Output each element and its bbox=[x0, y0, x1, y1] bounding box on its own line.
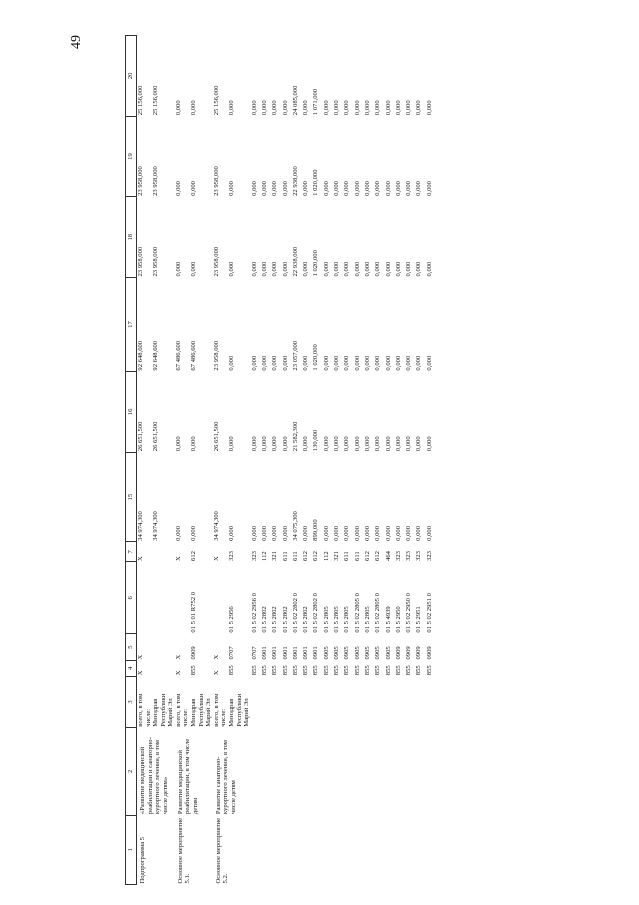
table-row bbox=[137, 36, 153, 885]
value-cell: 0,000 bbox=[343, 355, 351, 371]
value-cell: 855 bbox=[343, 665, 351, 676]
value-cell: 0909 bbox=[190, 646, 198, 660]
value-cell: 01 5 02 2805 0 bbox=[374, 593, 382, 633]
value-cell: 0,000 bbox=[405, 436, 413, 452]
value-cell: 0,000 bbox=[190, 100, 198, 116]
executor-cell bbox=[385, 676, 395, 728]
value-cell: 0905 bbox=[353, 646, 361, 660]
value-cell: 0,000 bbox=[384, 355, 392, 371]
value-cell: 855 bbox=[394, 665, 402, 676]
value-cell: 0905 bbox=[322, 646, 330, 660]
column-header: 2 bbox=[126, 728, 137, 815]
value-cell: 855 bbox=[312, 665, 320, 676]
value-cell: 0,000 bbox=[227, 100, 235, 116]
value-cell: 0,000 bbox=[394, 525, 402, 541]
program-cell: Основное мероприятие 5.2. bbox=[214, 817, 230, 884]
value-cell: 0,000 bbox=[271, 181, 279, 196]
value-cell: 01 5 2956 bbox=[227, 606, 235, 633]
value-cell: 01 5 2802 bbox=[260, 606, 268, 633]
value-cell: 611 bbox=[343, 551, 351, 561]
value-cell: 24 085,000 bbox=[291, 85, 299, 116]
value-cell: 855 bbox=[250, 665, 258, 676]
value-cell: 855 bbox=[302, 665, 310, 676]
value-cell: 0,000 bbox=[353, 355, 361, 371]
value-cell: 34 974,300 bbox=[152, 511, 160, 541]
executor-cell bbox=[261, 676, 271, 728]
value-cell: 0,000 bbox=[260, 261, 268, 277]
value-cell: 0,000 bbox=[227, 436, 235, 452]
value-cell: 0905 bbox=[333, 646, 341, 660]
value-cell: 0,000 bbox=[363, 525, 371, 541]
value-cell: 92 648,600 bbox=[137, 340, 144, 371]
value-cell: 0,000 bbox=[174, 100, 182, 116]
value-cell: 0,000 bbox=[363, 261, 371, 277]
value-cell: 01 5 4939 bbox=[384, 606, 392, 633]
value-cell: 25 156,000 bbox=[212, 85, 220, 116]
value-cell: 0,000 bbox=[227, 261, 235, 277]
value-cell: 323 bbox=[405, 551, 413, 561]
value-cell: 0,000 bbox=[302, 436, 310, 452]
value-cell bbox=[152, 542, 175, 562]
value-cell: Х bbox=[212, 654, 220, 660]
budget-table-container bbox=[125, 35, 580, 885]
value-cell: 0905 bbox=[384, 646, 392, 660]
value-cell: 0,000 bbox=[374, 436, 382, 452]
column-header: 4 bbox=[126, 661, 137, 677]
value-cell: 92 648,600 bbox=[152, 340, 160, 371]
value-cell: 0,000 bbox=[250, 181, 258, 196]
value-cell: 855 bbox=[415, 665, 423, 676]
column-header: 17 bbox=[126, 278, 137, 372]
value-cell: 0,000 bbox=[174, 261, 182, 277]
program-cell: Подпрограмма 5 bbox=[139, 837, 146, 884]
header-row bbox=[126, 36, 137, 885]
value-cell: 01 5 02 2802 0 bbox=[291, 593, 299, 633]
value-cell: 0,000 bbox=[353, 100, 361, 116]
value-cell: 0909 bbox=[415, 646, 423, 660]
value-cell: 01 5 2805 bbox=[363, 606, 371, 633]
value-cell: 0,000 bbox=[281, 181, 289, 196]
value-cell: 0,000 bbox=[260, 436, 268, 452]
value-cell: 899,000 bbox=[312, 519, 320, 541]
value-cell: 611 bbox=[291, 551, 299, 561]
value-cell: 0,000 bbox=[250, 436, 258, 452]
value-cell: 0,000 bbox=[343, 525, 351, 541]
value-cell: 0,000 bbox=[425, 181, 433, 196]
value-cell: 0,000 bbox=[322, 525, 330, 541]
value-cell: 23 958,000 bbox=[212, 246, 220, 277]
value-cell: 0901 bbox=[271, 646, 279, 660]
value-cell: 26 651,500 bbox=[212, 421, 220, 452]
value-cell: 0,000 bbox=[343, 100, 351, 116]
page-number: 49 bbox=[69, 35, 84, 49]
value-cell bbox=[137, 562, 153, 634]
value-cell: 0,000 bbox=[302, 181, 310, 196]
value-cell: 0707 bbox=[250, 646, 258, 660]
value-cell: 0,000 bbox=[302, 355, 310, 371]
value-cell: 0,000 bbox=[415, 261, 423, 277]
value-cell: 0,000 bbox=[190, 181, 198, 196]
value-cell: 0,000 bbox=[353, 181, 361, 196]
executor-cell bbox=[323, 676, 333, 728]
executor-cell bbox=[282, 676, 292, 728]
value-cell: 0909 bbox=[394, 646, 402, 660]
value-cell: 1 020,000 bbox=[312, 344, 320, 371]
value-cell: 321 bbox=[333, 551, 341, 561]
name-cell: Развитие санаторно-курортного лечения, в том числе детям bbox=[214, 740, 237, 815]
value-cell: 0,000 bbox=[394, 436, 402, 452]
value-cell: 01 5 2805 bbox=[322, 606, 330, 633]
value-cell: 01 5 02 2956 0 bbox=[250, 593, 258, 633]
value-cell: 0,000 bbox=[260, 181, 268, 196]
column-header: 5 bbox=[126, 634, 137, 661]
value-cell: 0,000 bbox=[281, 355, 289, 371]
value-cell: 0901 bbox=[281, 646, 289, 660]
value-cell: 01 5 2805 bbox=[343, 606, 351, 633]
value-cell: 0,000 bbox=[322, 181, 330, 196]
name-cell: «Развитие медицинской реабилитации и санаторно-курортного лечения, в том числе детям» bbox=[139, 737, 169, 815]
value-cell: 0,000 bbox=[353, 436, 361, 452]
value-cell: 0,000 bbox=[333, 181, 341, 196]
value-cell: 0,000 bbox=[260, 525, 268, 541]
value-cell: 0901 bbox=[291, 646, 299, 660]
value-cell: 01 5 02 2802 0 bbox=[312, 593, 320, 633]
executor-cell: всего, в том числе: bbox=[137, 693, 152, 727]
value-cell: 112 bbox=[322, 551, 330, 561]
value-cell: 0,000 bbox=[405, 100, 413, 116]
value-cell: 21 582,300 bbox=[291, 421, 299, 452]
column-header: 7 bbox=[126, 542, 137, 562]
value-cell: 01 5 2950 bbox=[394, 606, 402, 633]
value-cell: 855 bbox=[322, 665, 330, 676]
column-header: 1 bbox=[126, 815, 137, 884]
executor-cell: Минздрав Республики Марий Эл bbox=[227, 693, 251, 727]
value-cell: 855 bbox=[260, 665, 268, 676]
value-cell: 321 bbox=[271, 551, 279, 561]
value-cell: 0,000 bbox=[394, 261, 402, 277]
value-cell: 855 bbox=[227, 665, 235, 676]
value-cell: 0,000 bbox=[415, 181, 423, 196]
value-cell: 0,000 bbox=[250, 261, 258, 277]
value-cell: 611 bbox=[353, 551, 361, 561]
value-cell bbox=[152, 661, 175, 677]
value-cell: 612 bbox=[302, 551, 310, 561]
value-cell: 0,000 bbox=[374, 525, 382, 541]
value-cell: 25 156,000 bbox=[137, 85, 144, 116]
value-cell: 0,000 bbox=[405, 181, 413, 196]
column-header: 18 bbox=[126, 197, 137, 278]
value-cell: 130,000 bbox=[312, 429, 320, 452]
value-cell: 34 974,300 bbox=[137, 511, 144, 541]
program-cell: Основное мероприятие 5.1. bbox=[176, 817, 192, 884]
value-cell: 855 bbox=[291, 665, 299, 676]
value-cell: 0,000 bbox=[333, 355, 341, 371]
value-cell: 0,000 bbox=[227, 355, 235, 371]
value-cell: 0,000 bbox=[302, 525, 310, 541]
value-cell: 0,000 bbox=[174, 525, 182, 541]
value-cell: 1 020,000 bbox=[312, 169, 320, 196]
executor-cell bbox=[292, 676, 302, 728]
budget-table bbox=[125, 35, 436, 885]
name-cell: Развитие медицинской реабилитации, в том числе детям bbox=[176, 738, 200, 815]
table-row bbox=[175, 36, 190, 885]
executor-cell bbox=[374, 676, 384, 728]
value-cell: 0,000 bbox=[271, 436, 279, 452]
value-cell: 112 bbox=[260, 551, 268, 561]
executor-cell: Минздрав Республики Марий Эл bbox=[152, 693, 175, 727]
value-cell: 01 5 02 2805 0 bbox=[353, 593, 361, 633]
value-cell: 0,000 bbox=[374, 100, 382, 116]
value-cell: 26 651,500 bbox=[152, 421, 160, 452]
value-cell: 01 5 2805 bbox=[333, 606, 341, 633]
column-header: 6 bbox=[126, 562, 137, 634]
value-cell: 0901 bbox=[312, 646, 320, 660]
value-cell: 0,000 bbox=[394, 181, 402, 196]
executor-cell bbox=[302, 676, 312, 728]
value-cell: 01 5 2802 bbox=[271, 606, 279, 633]
value-cell: 0,000 bbox=[281, 261, 289, 277]
value-cell: 0,000 bbox=[343, 261, 351, 277]
value-cell: 23 958,000 bbox=[212, 166, 220, 196]
value-cell: 323 bbox=[227, 551, 235, 561]
value-cell: 0,000 bbox=[260, 100, 268, 116]
table-body bbox=[137, 36, 437, 885]
value-cell: 0,000 bbox=[384, 261, 392, 277]
value-cell: 0,000 bbox=[281, 525, 289, 541]
value-cell: Х bbox=[137, 556, 144, 561]
value-cell: 0,000 bbox=[374, 181, 382, 196]
value-cell: 323 bbox=[394, 551, 402, 561]
executor-cell bbox=[415, 676, 425, 728]
value-cell bbox=[152, 562, 175, 634]
value-cell: 0,000 bbox=[281, 100, 289, 116]
value-cell: 1 071,000 bbox=[312, 88, 320, 116]
value-cell: 1 020,000 bbox=[312, 250, 320, 277]
value-cell: 0,000 bbox=[415, 100, 423, 116]
value-cell: 0,000 bbox=[302, 100, 310, 116]
value-cell: 0,000 bbox=[302, 261, 310, 277]
executor-cell: Минздрав Республики Марий Эл bbox=[190, 693, 213, 727]
value-cell: 612 bbox=[374, 551, 382, 561]
value-cell: 0,000 bbox=[363, 436, 371, 452]
value-cell: 0,000 bbox=[190, 525, 198, 541]
value-cell: 855 bbox=[363, 665, 371, 676]
value-cell: Х bbox=[174, 654, 182, 660]
executor-cell bbox=[333, 676, 343, 728]
column-header: 20 bbox=[126, 36, 137, 117]
column-header: 3 bbox=[126, 676, 137, 728]
value-cell: 23 958,000 bbox=[137, 246, 144, 277]
value-cell: 855 bbox=[190, 665, 198, 676]
value-cell: 855 bbox=[333, 665, 341, 676]
executor-cell bbox=[426, 676, 436, 728]
value-cell: 01 5 02 2951 0 bbox=[425, 593, 433, 633]
value-cell: Х bbox=[212, 556, 220, 561]
column-header: 16 bbox=[126, 372, 137, 453]
executor-cell bbox=[251, 676, 261, 728]
value-cell: 0,000 bbox=[322, 355, 330, 371]
value-cell: 0,000 bbox=[343, 181, 351, 196]
value-cell: 25 156,000 bbox=[152, 85, 160, 116]
value-cell: 464 bbox=[384, 551, 392, 561]
value-cell: Х bbox=[174, 670, 182, 676]
value-cell: 0,000 bbox=[271, 100, 279, 116]
value-cell: Х bbox=[174, 556, 182, 561]
value-cell: 22 938,000 bbox=[291, 246, 299, 277]
value-cell: 0,000 bbox=[415, 355, 423, 371]
value-cell: 612 bbox=[190, 551, 198, 561]
value-cell: 0,000 bbox=[353, 261, 361, 277]
value-cell: 612 bbox=[363, 551, 371, 561]
value-cell: 0905 bbox=[374, 646, 382, 660]
value-cell: 855 bbox=[353, 665, 361, 676]
value-cell: 23 958,000 bbox=[152, 166, 160, 196]
value-cell: 0,000 bbox=[343, 436, 351, 452]
executor-cell bbox=[405, 676, 415, 728]
value-cell: 0,000 bbox=[333, 525, 341, 541]
value-cell: 01 5 2802 bbox=[302, 606, 310, 633]
value-cell: 0,000 bbox=[333, 100, 341, 116]
value-cell: 0,000 bbox=[425, 261, 433, 277]
value-cell: 67 486,600 bbox=[174, 340, 182, 371]
value-cell: 0,000 bbox=[384, 525, 392, 541]
value-cell: 0,000 bbox=[322, 436, 330, 452]
value-cell: 0,000 bbox=[363, 355, 371, 371]
value-cell: 0905 bbox=[343, 646, 351, 660]
value-cell bbox=[213, 562, 228, 634]
value-cell: 323 bbox=[250, 551, 258, 561]
value-cell: 01 5 01 R752 0 bbox=[190, 591, 198, 633]
value-cell: 0901 bbox=[260, 646, 268, 660]
value-cell: 0,000 bbox=[353, 525, 361, 541]
table-row bbox=[213, 36, 228, 885]
executor-cell bbox=[343, 676, 353, 728]
value-cell: 855 bbox=[384, 665, 392, 676]
value-cell: 01 5 02 2950 0 bbox=[405, 593, 413, 633]
value-cell: 01 5 2951 bbox=[415, 606, 423, 633]
column-header: 15 bbox=[126, 452, 137, 542]
value-cell: 0,000 bbox=[271, 355, 279, 371]
value-cell: 34 974,300 bbox=[212, 511, 220, 541]
value-cell: 0909 bbox=[425, 646, 433, 660]
executor-cell bbox=[354, 676, 364, 728]
value-cell: 323 bbox=[415, 551, 423, 561]
value-cell: 0,000 bbox=[190, 436, 198, 452]
value-cell: 0,000 bbox=[260, 355, 268, 371]
value-cell: 0,000 bbox=[425, 436, 433, 452]
value-cell: 23 958,000 bbox=[212, 340, 220, 371]
value-cell: 67 486,600 bbox=[190, 340, 198, 371]
value-cell: 0,000 bbox=[333, 261, 341, 277]
value-cell: 855 bbox=[281, 665, 289, 676]
value-cell: 0,000 bbox=[405, 261, 413, 277]
value-cell: 0,000 bbox=[322, 100, 330, 116]
value-cell: 0,000 bbox=[250, 100, 258, 116]
value-cell: 0901 bbox=[302, 646, 310, 660]
value-cell bbox=[175, 562, 190, 634]
value-cell: 0,000 bbox=[174, 181, 182, 196]
value-cell: 23 958,000 bbox=[137, 166, 144, 196]
value-cell: 0,000 bbox=[384, 181, 392, 196]
value-cell: 855 bbox=[271, 665, 279, 676]
value-cell: 0,000 bbox=[250, 525, 258, 541]
value-cell: 0,000 bbox=[405, 525, 413, 541]
value-cell: 611 bbox=[281, 551, 289, 561]
value-cell: 0,000 bbox=[271, 525, 279, 541]
value-cell: 0,000 bbox=[227, 181, 235, 196]
value-cell: 0,000 bbox=[322, 261, 330, 277]
value-cell: Х bbox=[212, 670, 220, 676]
value-cell: 855 bbox=[405, 665, 413, 676]
value-cell: 0,000 bbox=[425, 355, 433, 371]
value-cell: Х bbox=[137, 654, 144, 660]
value-cell: 0,000 bbox=[425, 100, 433, 116]
value-cell: 01 5 2802 bbox=[281, 606, 289, 633]
executor-cell bbox=[271, 676, 281, 728]
value-cell: 0,000 bbox=[363, 100, 371, 116]
value-cell: 612 bbox=[312, 551, 320, 561]
value-cell: Х bbox=[137, 670, 144, 676]
value-cell: 0,000 bbox=[384, 100, 392, 116]
value-cell: 0,000 bbox=[415, 436, 423, 452]
value-cell: 0,000 bbox=[415, 525, 423, 541]
value-cell: 0,000 bbox=[250, 355, 258, 371]
value-cell: 0,000 bbox=[384, 436, 392, 452]
value-cell: 23 958,000 bbox=[152, 246, 160, 277]
value-cell: 22 938,000 bbox=[291, 166, 299, 196]
value-cell: 26 651,500 bbox=[137, 421, 144, 452]
executor-cell bbox=[395, 676, 405, 728]
value-cell: 0,000 bbox=[405, 355, 413, 371]
value-cell: 34 075,300 bbox=[291, 511, 299, 541]
value-cell: 323 bbox=[425, 551, 433, 561]
executor-cell bbox=[312, 676, 322, 728]
value-cell: 23 057,000 bbox=[291, 340, 299, 371]
value-cell: 0,000 bbox=[333, 436, 341, 452]
value-cell: 0,000 bbox=[190, 261, 198, 277]
value-cell: 0,000 bbox=[227, 525, 235, 541]
value-cell: 0,000 bbox=[394, 355, 402, 371]
value-cell: 0,000 bbox=[374, 261, 382, 277]
value-cell: 0,000 bbox=[174, 436, 182, 452]
value-cell: 855 bbox=[374, 665, 382, 676]
value-cell: 0,000 bbox=[374, 355, 382, 371]
value-cell: 855 bbox=[425, 665, 433, 676]
value-cell: 0,000 bbox=[394, 100, 402, 116]
value-cell: 0,000 bbox=[271, 261, 279, 277]
value-cell: 0707 bbox=[227, 646, 235, 660]
executor-cell: всего, в том числе: bbox=[212, 693, 228, 727]
executor-cell bbox=[364, 676, 374, 728]
value-cell: 0,000 bbox=[425, 525, 433, 541]
value-cell: 0905 bbox=[363, 646, 371, 660]
executor-cell: всего, в том числе: bbox=[174, 693, 190, 727]
value-cell bbox=[152, 634, 175, 661]
value-cell: 0,000 bbox=[363, 181, 371, 196]
column-header: 19 bbox=[126, 116, 137, 197]
value-cell: 0,000 bbox=[281, 436, 289, 452]
value-cell: 0909 bbox=[405, 646, 413, 660]
